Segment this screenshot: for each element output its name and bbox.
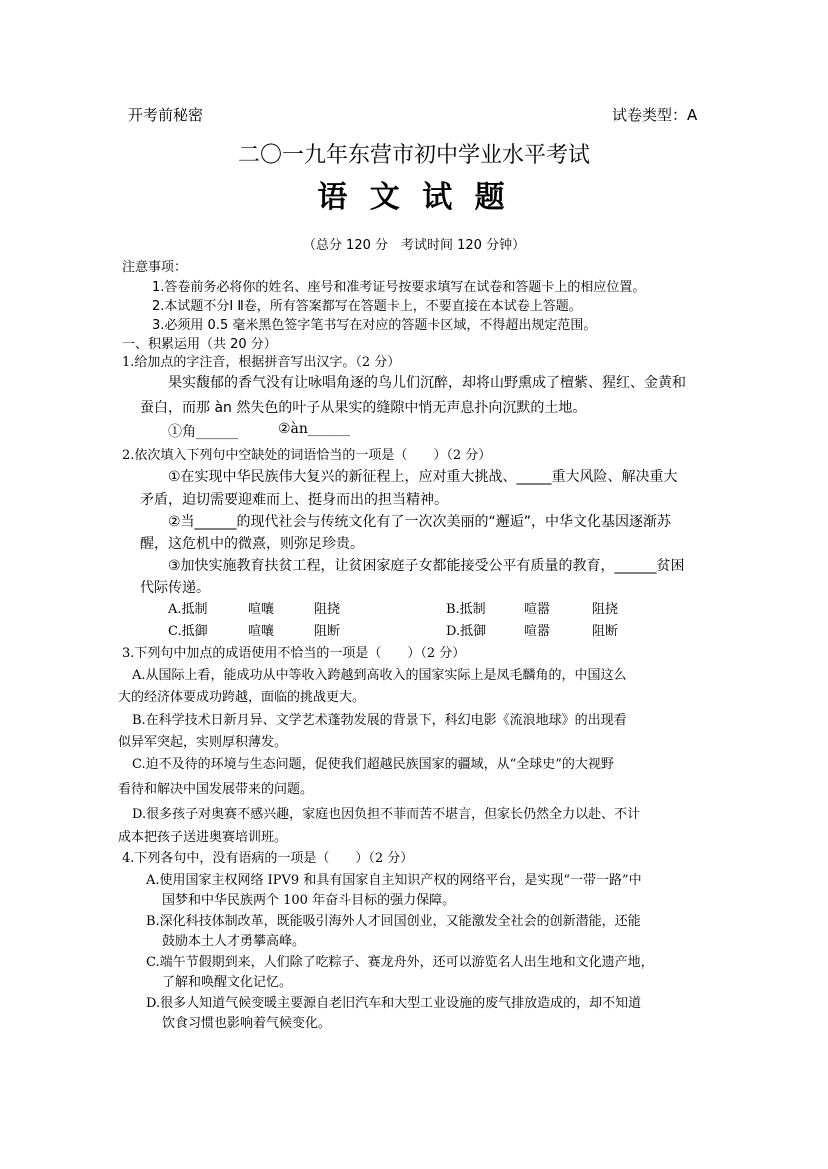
q2-option-c-word: 喧嚷 bbox=[248, 624, 275, 639]
q3-option-d: D.很多孩子对奥赛不感兴趣，家庭也因负担不菲而苦不堪言，但家长仍然全力以赴、不计 bbox=[132, 807, 641, 822]
note-item: 2.本试题不分Ⅰ Ⅱ卷，所有答案都写在答题卡上，不要直接在本试卷上答题。 bbox=[152, 299, 582, 314]
note-item: 1.答卷前务必将你的姓名、座号和准考证号按要求填写在试卷和答题卡上的相应位置。 bbox=[152, 280, 646, 295]
q4-option-d: 饮食习惯也影响着气候变化。 bbox=[162, 1016, 332, 1031]
q4-option-b: B.深化科技体制改革，既能吸引海外人才回国创业，又能激发全社会的创新潜能，还能 bbox=[146, 914, 641, 929]
q4-option-a: A.使用国家主权网络 IPV9 和具有国家自主知识产权的网络平台，是实现“一带一路”中 bbox=[146, 873, 642, 888]
q2-sentence-2: ②当______的现代社会与传统文化有了一次次美丽的“邂逅”，中华文化基因逐渐苏 bbox=[168, 514, 672, 530]
q2-option-d-word: 喧嚣 bbox=[524, 624, 551, 639]
q2-option-b-word: 喧嚣 bbox=[524, 602, 551, 617]
secret-label: 开考前秘密 bbox=[128, 106, 204, 124]
q3-option-b: 似异军突起，实则厚积薄发。 bbox=[118, 735, 288, 750]
q2-option-d: D.抵御 bbox=[446, 624, 487, 639]
q2-option-c-word: 阻断 bbox=[314, 624, 341, 639]
q3-option-a: A.从国际上看，能成功从中等收入跨越到高收入的国家实际上是凤毛麟角的，中国这么 bbox=[132, 668, 627, 683]
q2-sentence-1: ①在实现中华民族伟大复兴的新征程上，应对重大挑战、_____重大风险、解决重大 bbox=[168, 469, 678, 485]
q2-stem: 2.依次填入下列句中空缺处的词语恰当的一项是（ ）（2 分） bbox=[122, 448, 492, 463]
q1-passage: 果实馥郁的香气没有让咏唱角逐的鸟儿们沉醉，却将山野熏成了檀紫、猩红、金黄和 bbox=[168, 375, 686, 391]
q4-option-a: 国梦和中华民族两个 100 年奋斗目标的强力保障。 bbox=[162, 893, 456, 908]
q4-option-c: C.端午节假期到来，人们除了吃粽子、赛龙舟外，还可以游览名人出生地和文化遗产地， bbox=[146, 955, 654, 970]
exam-meta: （总分 120 分 考试时间 120 分钟） bbox=[302, 238, 526, 253]
q2-option-b: B.抵制 bbox=[446, 602, 486, 617]
q2-option-b-word: 阻挠 bbox=[592, 602, 619, 617]
subject-title: 语 文 试 题 bbox=[317, 180, 511, 215]
q4-option-d: D.很多人知道气候变暖主要源自老旧汽车和大型工业设施的废气排放造成的，却不知道 bbox=[146, 996, 642, 1011]
q4-option-b: 鼓励本土人才勇攀高峰。 bbox=[162, 934, 306, 949]
q2-sentence-2: 醒，这危机中的微熹，则弥足珍贵。 bbox=[140, 536, 364, 552]
exam-title: 二〇一九年东营市初中学业水平考试 bbox=[237, 143, 590, 168]
q3-option-c: 看待和解决中国发展带来的问题。 bbox=[118, 782, 314, 797]
q2-sentence-3: ③加快实施教育扶贫工程，让贫困家庭子女都能接受公平有质量的教育，______贫困 bbox=[168, 558, 685, 574]
q2-option-c: C.抵御 bbox=[168, 624, 208, 639]
q1-blank-1: ①角______ bbox=[168, 424, 238, 440]
section-heading: 一、积累运用（共 20 分） bbox=[122, 337, 277, 352]
q3-option-b: B.在科学技术日新月异、文学艺术蓬勃发展的背景下，科幻电影《流浪地球》的出现看 bbox=[132, 713, 627, 728]
notes-heading: 注意事项： bbox=[122, 260, 188, 275]
q1-stem: 1.给加点的字注音，根据拼音写出汉字。（2 分） bbox=[122, 355, 401, 370]
q2-sentence-1: 矛盾，迫切需要迎难而上、挺身而出的担当精神。 bbox=[140, 492, 448, 508]
note-item: 3.必须用 0.5 毫米黑色签字笔书写在对应的答题卡区域，不得超出规定范围。 bbox=[152, 318, 597, 333]
q1-passage: 蚕白，而那 àn 然失色的叶子从果实的缝隙中悄无声息扑向沉默的土地。 bbox=[140, 400, 587, 416]
q2-option-a-word: 阻挠 bbox=[314, 602, 341, 617]
paper-type-label: 试卷类型：A bbox=[612, 106, 698, 124]
q4-stem: 4.下列各句中，没有语病的一项是（ ）（2 分） bbox=[122, 851, 414, 866]
q3-option-c: C.迫不及待的环境与生态问题，促使我们超越民族国家的疆域，从“全球史”的大视野 bbox=[132, 757, 614, 772]
q3-option-a: 大的经济体要成功跨越，面临的挑战更大。 bbox=[118, 690, 366, 705]
q3-option-d: 成本把孩子送进奥赛培训班。 bbox=[118, 830, 288, 845]
q2-sentence-3: 代际传递。 bbox=[140, 580, 210, 596]
q1-blank-2: ②àn______ bbox=[278, 421, 350, 437]
q2-option-d-word: 阻断 bbox=[592, 624, 619, 639]
q3-stem: 3.下列句中加点的成语使用不恰当的一项是（ ）（2 分） bbox=[122, 646, 466, 661]
q4-option-c: 了解和唤醒文化记忆。 bbox=[162, 975, 293, 990]
q2-option-a-word: 喧嚷 bbox=[248, 602, 275, 617]
q2-option-a: A.抵制 bbox=[168, 602, 208, 617]
